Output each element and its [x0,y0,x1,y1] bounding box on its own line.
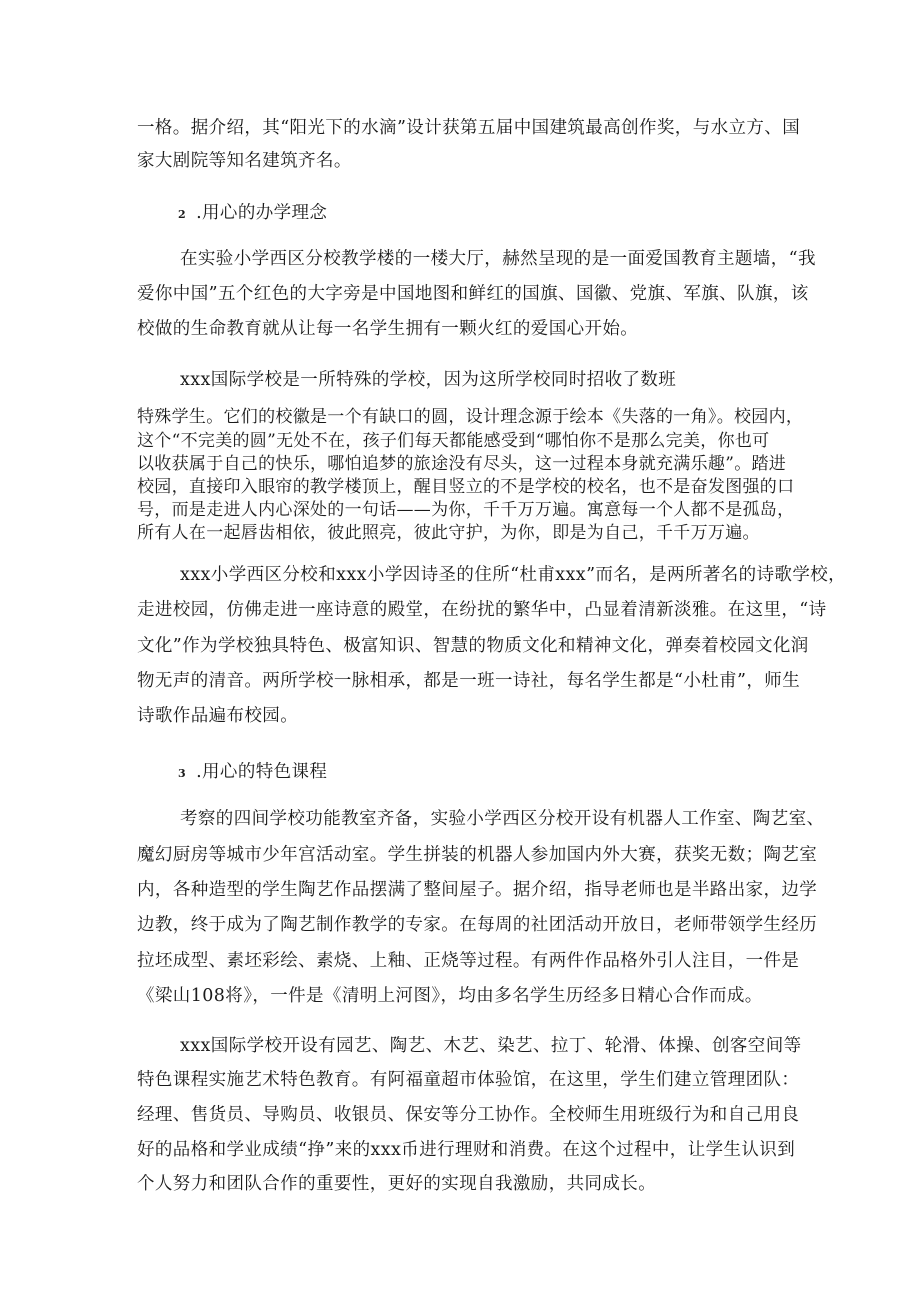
text-line: 特殊学生。它们的校徽是一个有缺口的圆，设计理念源于绘本《失落的一角》。校园内， [137,407,804,427]
text-line: 物无声的清音。两所学校一脉相承，都是一班一诗社，每名学生都是“小杜甫”，师生 [137,671,801,691]
text-line: 在实验小学西区分校教学楼的一楼大厅，赫然呈现的是一面爱国教育主题墙，“我 [180,249,816,269]
text-line: 这个“不完美的圆”无处不在，孩子们每天都能感受到“哪怕你不是那么完美，你也可 [137,431,770,451]
text-line: 号，而是走进人内心深处的一句话——为你，千千万万遍。寓意每一个人都不是孤岛， [137,500,795,520]
text-line: 以收获属于自己的快乐，哪怕追梦的旅途没有尽头，这一过程本身就充满乐趣”。踏进 [137,454,787,474]
section-title: .用心的特色课程 [196,762,328,782]
text-line: 好的品格和学业成绩“挣”来的xxx币进行理财和消费。在这个过程中，让学生认识到 [137,1140,796,1160]
section-heading-2 [178,203,327,225]
text-line: xxx国际学校是一所特殊的学校，因为这所学校同时招收了数班 [180,370,677,390]
text-line: 走进校园，仿佛走进一座诗意的殿堂，在纷扰的繁华中，凸显着清新淡雅。在这里，“诗 [137,600,827,620]
text-line: xxx国际学校开设有园艺、陶艺、木艺、染艺、拉丁、轮滑、体操、创客空间等 [180,1036,802,1056]
text-line: 校做的生命教育就从让每一名学生拥有一颗火红的爱国心开始。 [137,319,639,339]
text-line: 边教，终于成为了陶艺制作教学的专家。在每周的社团活动开放日，老师带领学生经历 [137,915,818,935]
text-line: 文化”作为学校独具特色、极富知识、智慧的物质文化和精神文化，弹奏着校园文化润 [137,636,809,656]
text-line: 个人努力和团队合作的重要性，更好的实现自我激励，共同成长。 [137,1174,657,1194]
text-line: 考察的四间学校功能教室齐备，实验小学西区分校开设有机器人工作室、陶艺室、 [180,809,825,829]
text-line: 《梁山108将》，一件是《清明上河图》，均由多名学生历经多日精心合作而成。 [137,986,763,1006]
text-line: 一格。据介绍，其“阳光下的水滴”设计获第五届中国建筑最高创作奖，与水立方、国 [137,118,801,138]
text-line: 魔幻厨房等城市少年宫活动室。学生拼装的机器人参加国内外大赛，获奖无数；陶艺室 [137,845,818,865]
text-line: 家大剧院等知名建筑齐名。 [137,151,352,171]
text-line: 内，各种造型的学生陶艺作品摆满了整间屋子。据介绍，指导老师也是半路出家，边学 [137,880,818,900]
section-number: 2 [178,208,187,221]
text-line: 校园，直接印入眼帘的教学楼顶上，醒目竖立的不是学校的校名，也不是奋发图强的口 [137,477,795,497]
text-line: 诗歌作品遍布校园。 [137,706,299,726]
section-heading-3 [178,762,327,784]
section-number: 3 [178,767,187,780]
text-line: 所有人在一起唇齿相依，彼此照亮，彼此守护，为你，即是为自己，千千万万遍。 [137,523,760,543]
text-line: 经理、售货员、导购员、收银员、保安等分工协作。全校师生用班级行为和自己用良 [137,1105,800,1125]
text-line: 特色课程实施艺术特色教育。有阿福童超市体验馆，在这里，学生们建立管理团队： [137,1070,800,1090]
text-line: 拉坯成型、素坯彩绘、素烧、上釉、正烧等过程。有两件作品格外引人注目，一件是 [137,951,800,971]
section-title: .用心的办学理念 [196,203,328,223]
text-line: 爱你中国”五个红色的大字旁是中国地图和鲜红的国旗、国徽、党旗、军旗、队旗，该 [137,284,809,304]
text-line: xxx小学西区分校和xxx小学因诗圣的住所“杜甫xxx”而名，是两所著名的诗歌学校， [180,565,847,585]
